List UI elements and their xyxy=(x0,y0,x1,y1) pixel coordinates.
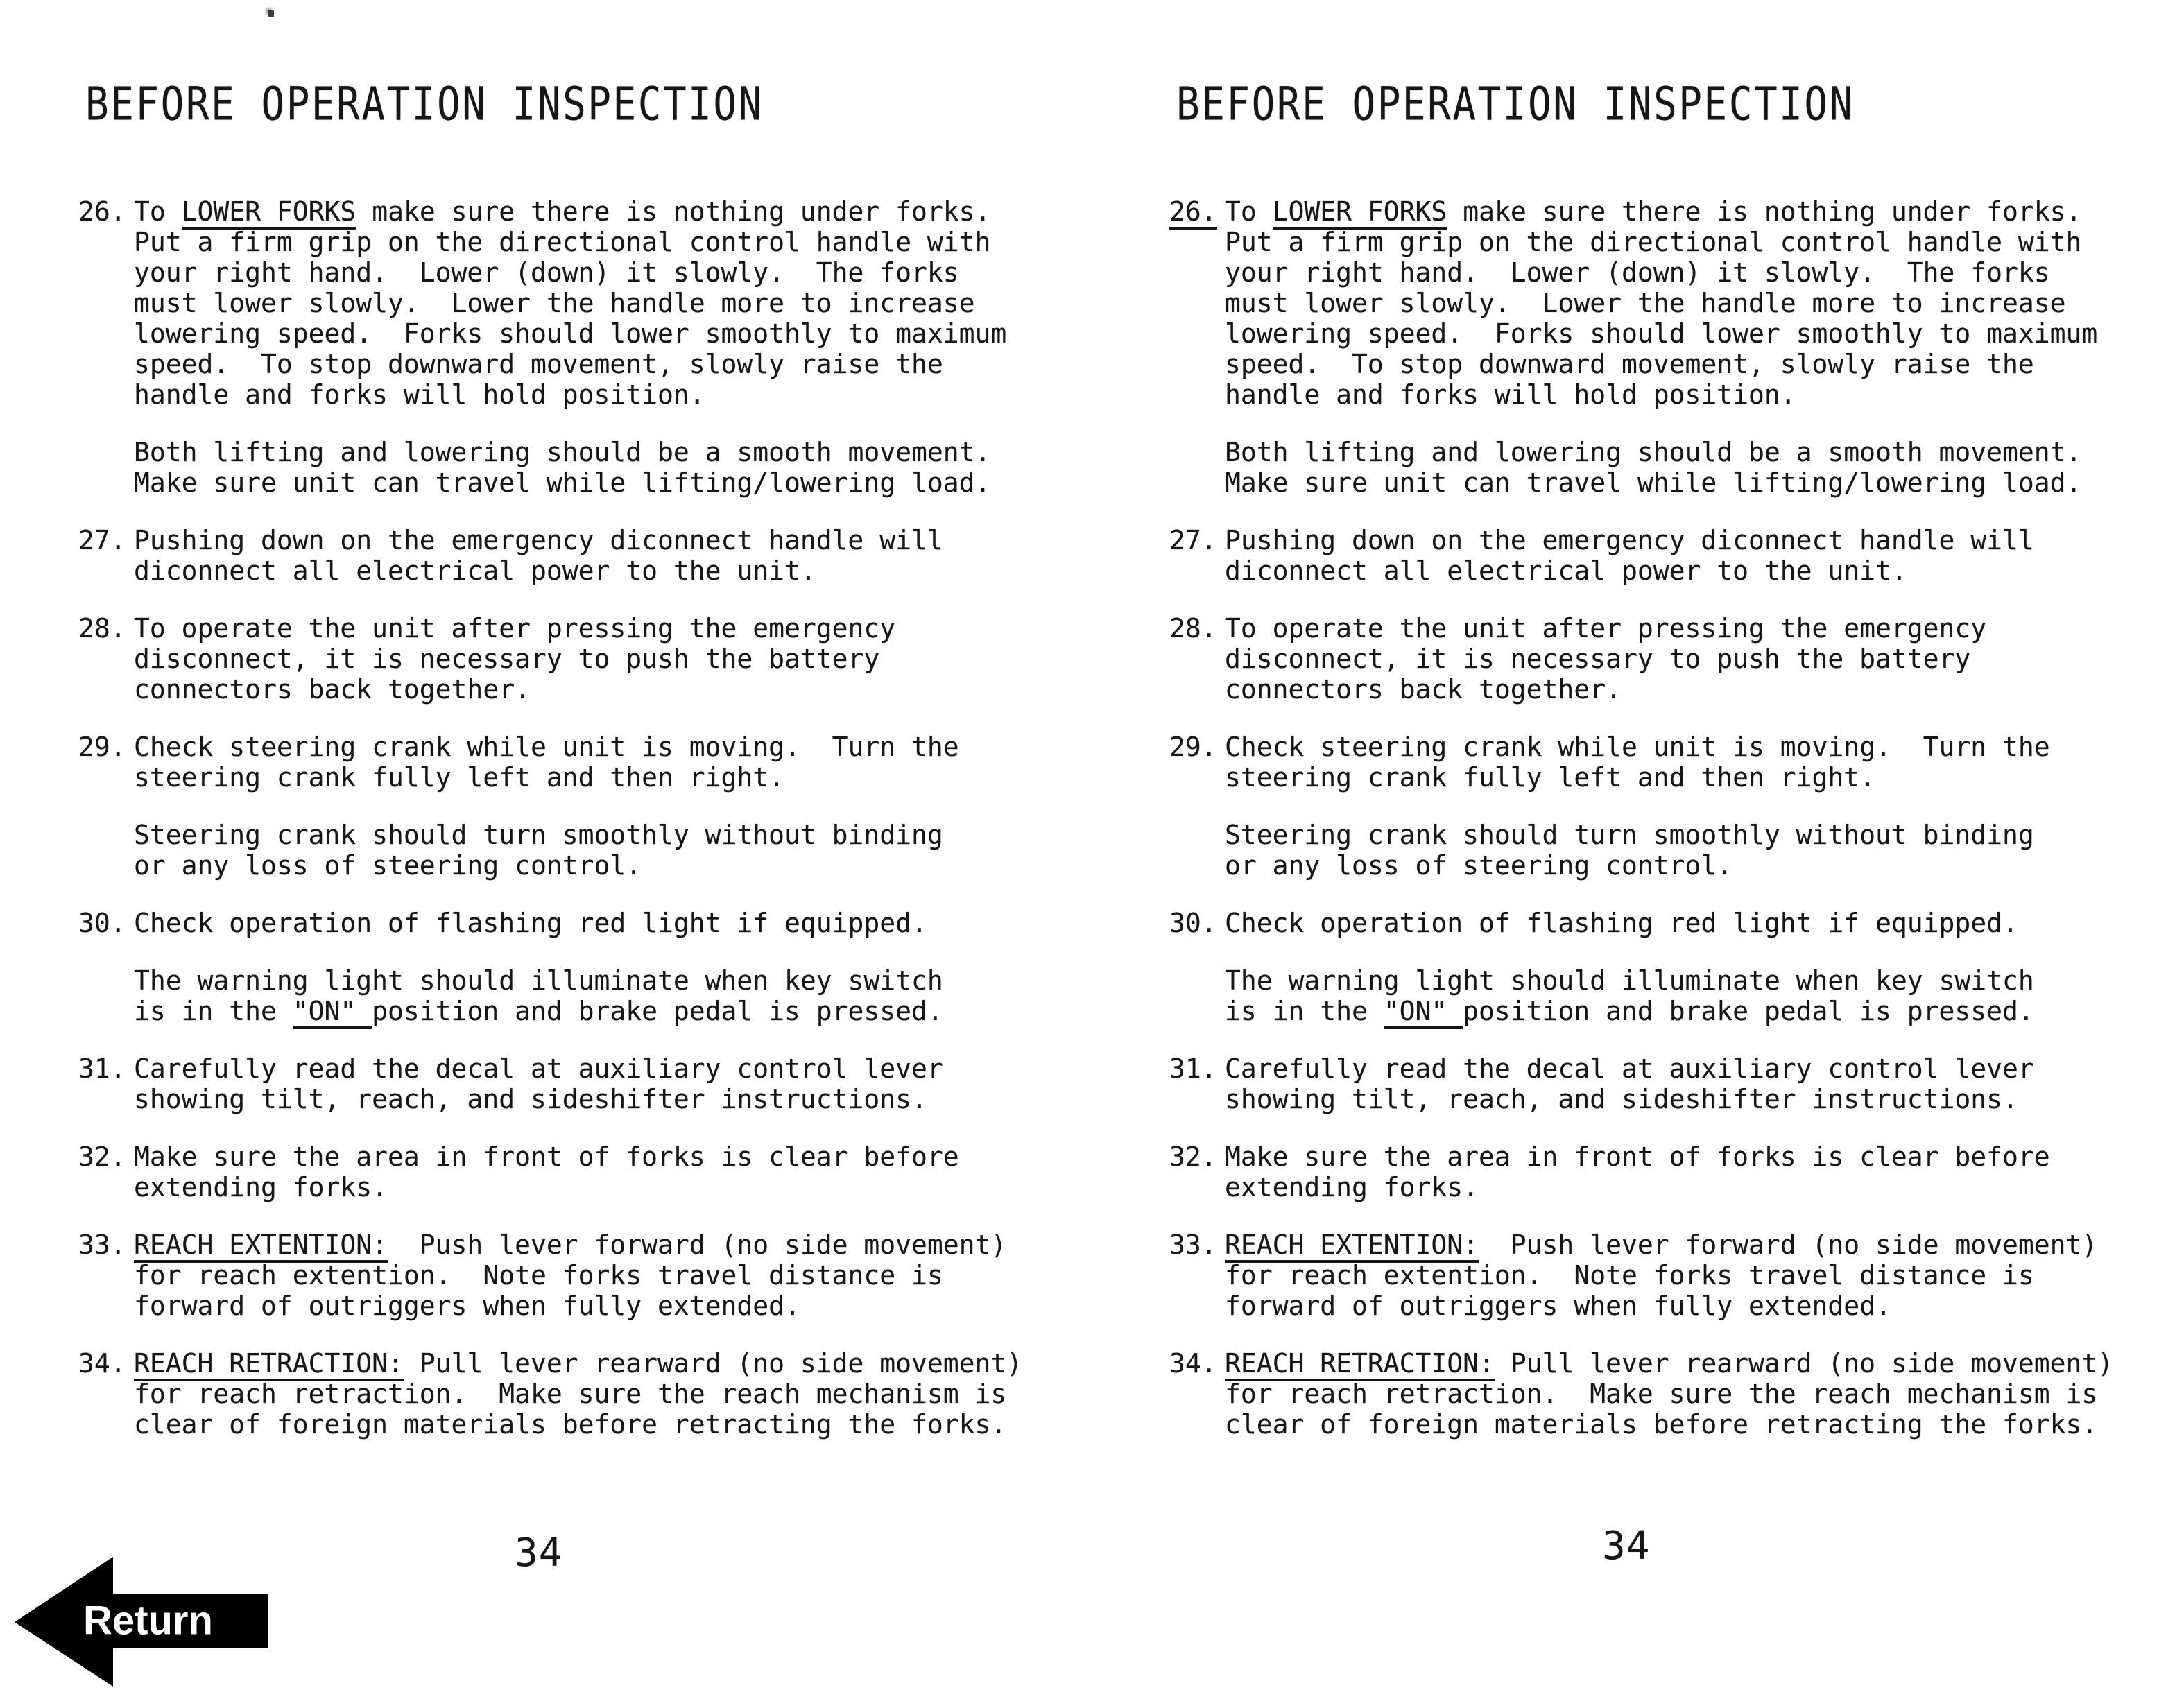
text-segment: lowering speed. Forks should lower smoothly to maximum xyxy=(1225,318,2098,349)
list-item xyxy=(78,1141,1063,1202)
paragraph xyxy=(134,732,1063,793)
item-number: 30. xyxy=(78,908,126,938)
text-segment: Both lifting and lowering should be a smooth movement. xyxy=(1225,437,2082,467)
page-number-left: 34 xyxy=(515,1531,563,1576)
page-left xyxy=(78,78,1063,1440)
paragraph xyxy=(134,196,1063,410)
text-segment: To xyxy=(134,196,182,227)
text-segment: must lower slowly. Lower the handle more to increase xyxy=(1225,288,2066,318)
item-number: 31. xyxy=(1169,1053,1217,1084)
list-item xyxy=(78,908,1063,1026)
text-segment: for reach retraction. Make sure the reach mechanism is xyxy=(1225,1379,2098,1409)
text-segment: must lower slowly. Lower the handle more to increase xyxy=(134,288,975,318)
paragraph xyxy=(1225,1053,2154,1114)
text-segment: position and brake pedal is pressed. xyxy=(372,996,943,1026)
item-number: 29. xyxy=(78,732,126,762)
return-button-label: Return xyxy=(83,1598,213,1644)
item-number: 26. xyxy=(1169,196,1217,230)
list-item xyxy=(1169,1230,2154,1321)
item-number: 33. xyxy=(1169,1230,1217,1260)
text-segment: REACH RETRACTION: xyxy=(134,1348,404,1381)
text-segment: Pull lever rearward (no side movement) xyxy=(403,1348,1023,1379)
paragraph xyxy=(1225,525,2154,586)
text-segment: Check operation of flashing red light if equipped. xyxy=(134,908,927,938)
text-segment: is in the xyxy=(134,996,293,1026)
text-segment: Push lever forward (no side movement) xyxy=(388,1230,1007,1260)
list-item xyxy=(78,196,1063,498)
paragraph xyxy=(134,965,1063,1026)
text-segment: Steering crank should turn smoothly without binding xyxy=(1225,820,2034,850)
text-segment: Check steering crank while unit is moving. Turn the xyxy=(134,732,959,762)
list-item xyxy=(78,613,1063,705)
text-segment: "ON" xyxy=(293,996,372,1029)
text-segment: forward of outriggers when fully extended. xyxy=(134,1291,800,1321)
list-item xyxy=(78,1230,1063,1321)
text-segment: To xyxy=(1225,196,1273,227)
paragraph xyxy=(1225,1348,2154,1440)
item-number: 34. xyxy=(1169,1348,1217,1379)
item-number: 27. xyxy=(78,525,126,555)
paragraph xyxy=(134,1348,1063,1440)
paragraph xyxy=(1225,965,2154,1026)
text-segment: lowering speed. Forks should lower smoothly to maximum xyxy=(134,318,1007,349)
text-segment: speed. To stop downward movement, slowly raise the xyxy=(134,349,943,379)
text-segment: clear of foreign materials before retracting the forks. xyxy=(134,1409,1007,1440)
paragraph xyxy=(134,820,1063,881)
paragraph xyxy=(134,1053,1063,1114)
text-segment: steering crank fully left and then right. xyxy=(1225,762,1875,793)
text-segment: your right hand. Lower (down) it slowly. The forks xyxy=(134,257,959,288)
paragraph xyxy=(1225,908,2154,938)
text-segment: connectors back together. xyxy=(1225,674,1622,705)
text-segment: REACH EXTENTION: xyxy=(134,1230,388,1263)
text-segment: REACH RETRACTION: xyxy=(1225,1348,1495,1381)
paragraph xyxy=(134,437,1063,498)
text-segment: or any loss of steering control. xyxy=(134,850,642,881)
text-segment: LOWER FORKS xyxy=(1273,196,1447,230)
text-segment: extending forks. xyxy=(134,1172,388,1202)
text-segment: for reach extention. Note forks travel distance is xyxy=(1225,1260,2034,1291)
paragraph xyxy=(134,1141,1063,1202)
text-segment: Check operation of flashing red light if equipped. xyxy=(1225,908,2018,938)
text-segment: Carefully read the decal at auxiliary control lever xyxy=(134,1053,943,1084)
text-segment: disconnect, it is necessary to push the battery xyxy=(1225,644,1971,674)
text-segment: "ON" xyxy=(1384,996,1463,1029)
text-segment: Make sure unit can travel while lifting/lowering load. xyxy=(1225,467,2082,498)
text-segment: showing tilt, reach, and sideshifter instructions. xyxy=(134,1084,927,1114)
inspection-item-list xyxy=(1169,196,2154,1440)
text-segment: Make sure unit can travel while lifting/lowering load. xyxy=(134,467,991,498)
paragraph xyxy=(134,613,1063,705)
item-number: 33. xyxy=(78,1230,126,1260)
text-segment: make sure there is nothing under forks. xyxy=(356,196,991,227)
text-segment: Carefully read the decal at auxiliary control lever xyxy=(1225,1053,2034,1084)
text-segment: extending forks. xyxy=(1225,1172,1479,1202)
text-segment: Both lifting and lowering should be a smooth movement. xyxy=(134,437,991,467)
text-segment: Pushing down on the emergency diconnect handle will xyxy=(1225,525,2034,555)
list-item xyxy=(1169,732,2154,881)
text-segment: Pushing down on the emergency diconnect handle will xyxy=(134,525,943,555)
text-segment: make sure there is nothing under forks. xyxy=(1447,196,2082,227)
text-segment: clear of foreign materials before retracting the forks. xyxy=(1225,1409,2098,1440)
text-segment: Steering crank should turn smoothly without binding xyxy=(134,820,943,850)
page-title: BEFORE OPERATION INSPECTION xyxy=(1176,78,1855,131)
text-segment: To operate the unit after pressing the emergency xyxy=(134,613,896,644)
text-segment: Pull lever rearward (no side movement) xyxy=(1494,1348,2114,1379)
text-segment: To operate the unit after pressing the emergency xyxy=(1225,613,1987,644)
text-segment: The warning light should illuminate when key switch xyxy=(134,965,943,996)
page-number-right: 34 xyxy=(1602,1524,1651,1569)
list-item xyxy=(1169,525,2154,586)
text-segment: handle and forks will hold position. xyxy=(134,379,705,410)
paragraph xyxy=(1225,732,2154,793)
text-segment: steering crank fully left and then right. xyxy=(134,762,784,793)
paragraph xyxy=(1225,820,2154,881)
list-item xyxy=(1169,1053,2154,1114)
item-number: 27. xyxy=(1169,525,1217,555)
text-segment: Check steering crank while unit is moving. Turn the xyxy=(1225,732,2050,762)
text-segment: The warning light should illuminate when key switch xyxy=(1225,965,2034,996)
paragraph xyxy=(134,908,1063,938)
item-number: 31. xyxy=(78,1053,126,1084)
item-number: 32. xyxy=(78,1141,126,1172)
text-segment: Make sure the area in front of forks is clear before xyxy=(1225,1141,2050,1172)
inspection-item-list xyxy=(78,196,1063,1440)
item-number: 30. xyxy=(1169,908,1217,938)
item-number: 26. xyxy=(78,196,126,227)
list-item xyxy=(78,525,1063,586)
list-item xyxy=(1169,908,2154,1026)
text-segment: position and brake pedal is pressed. xyxy=(1463,996,2034,1026)
text-segment: Put a firm grip on the directional control handle with xyxy=(1225,227,2082,257)
paragraph xyxy=(1225,613,2154,705)
list-item xyxy=(78,1053,1063,1114)
item-number: 32. xyxy=(1169,1141,1217,1172)
list-item xyxy=(1169,1141,2154,1202)
text-segment: your right hand. Lower (down) it slowly. The forks xyxy=(1225,257,2050,288)
text-segment: diconnect all electrical power to the unit. xyxy=(1225,555,1907,586)
page-title: BEFORE OPERATION INSPECTION xyxy=(85,78,764,131)
list-item xyxy=(1169,1348,2154,1440)
paragraph xyxy=(1225,437,2154,498)
return-button[interactable] xyxy=(15,1557,268,1687)
text-segment: for reach extention. Note forks travel distance is xyxy=(134,1260,943,1291)
text-segment: disconnect, it is necessary to push the battery xyxy=(134,644,880,674)
paragraph xyxy=(134,1230,1063,1321)
text-segment: showing tilt, reach, and sideshifter instructions. xyxy=(1225,1084,2018,1114)
paragraph xyxy=(1225,196,2154,410)
scan-artifact-dot xyxy=(268,10,274,17)
text-segment: diconnect all electrical power to the unit. xyxy=(134,555,816,586)
page-right xyxy=(1169,78,2154,1440)
paragraph xyxy=(134,525,1063,586)
text-segment: LOWER FORKS xyxy=(182,196,356,230)
text-segment: is in the xyxy=(1225,996,1384,1026)
text-segment: forward of outriggers when fully extended. xyxy=(1225,1291,1891,1321)
text-segment: Push lever forward (no side movement) xyxy=(1479,1230,2098,1260)
item-number: 29. xyxy=(1169,732,1217,762)
list-item xyxy=(1169,196,2154,498)
list-item xyxy=(78,732,1063,881)
paragraph xyxy=(1225,1141,2154,1202)
text-segment: handle and forks will hold position. xyxy=(1225,379,1796,410)
text-segment: Put a firm grip on the directional control handle with xyxy=(134,227,991,257)
item-number: 28. xyxy=(78,613,126,644)
list-item xyxy=(78,1348,1063,1440)
item-number: 34. xyxy=(78,1348,126,1379)
item-number: 28. xyxy=(1169,613,1217,644)
text-segment: or any loss of steering control. xyxy=(1225,850,1733,881)
text-segment: speed. To stop downward movement, slowly raise the xyxy=(1225,349,2034,379)
text-segment: Make sure the area in front of forks is clear before xyxy=(134,1141,959,1172)
list-item xyxy=(1169,613,2154,705)
text-segment: connectors back together. xyxy=(134,674,531,705)
paragraph xyxy=(1225,1230,2154,1321)
text-segment: REACH EXTENTION: xyxy=(1225,1230,1479,1263)
text-segment: for reach retraction. Make sure the reach mechanism is xyxy=(134,1379,1007,1409)
